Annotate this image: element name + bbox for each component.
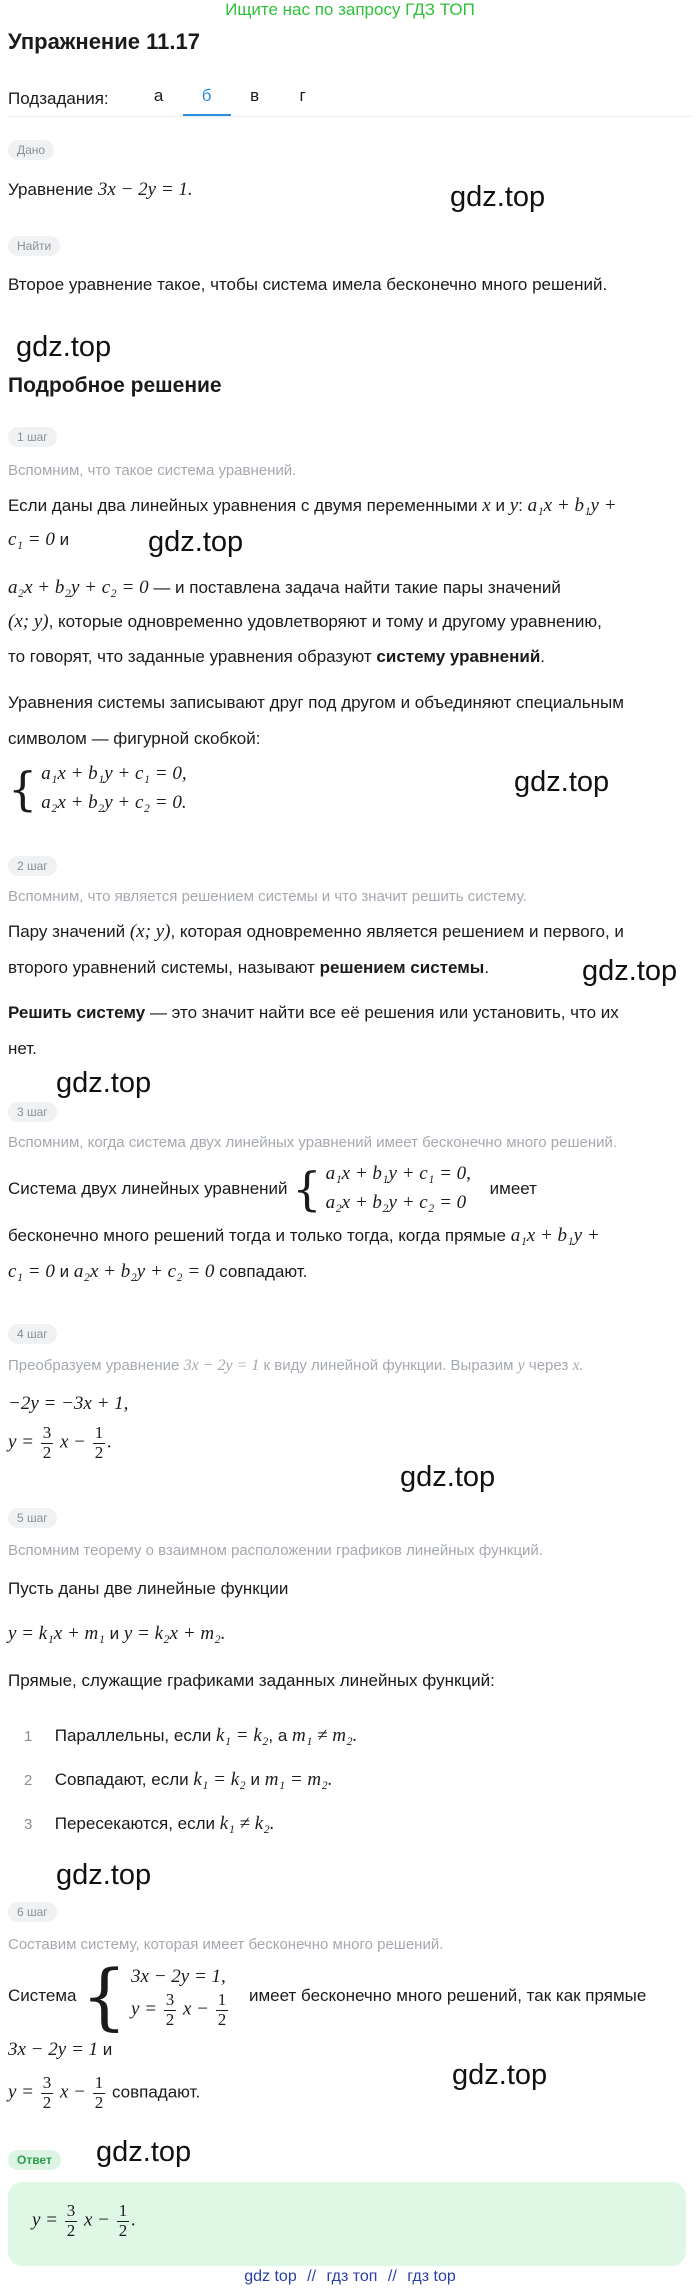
step-3-badge: 3 шаг xyxy=(8,1102,57,1122)
subtask-tabs xyxy=(8,82,327,116)
denominator: 2 xyxy=(42,2092,52,2112)
denominator: 2 xyxy=(118,2220,128,2240)
watermark: gdz.top xyxy=(582,955,678,987)
text: совпадают. xyxy=(111,2082,201,2102)
step-4-badge: 4 шаг xyxy=(8,1324,57,1344)
text: через xyxy=(528,1357,569,1374)
equation: 3x − 2y = 1, xyxy=(131,1965,226,1987)
fraction xyxy=(164,1991,177,2029)
step-4-hint xyxy=(8,1354,688,1378)
brace-icon: { xyxy=(292,1161,322,1216)
step-2-hint: Вспомним, что является решением системы и что значит решить систему. xyxy=(8,888,527,905)
math: y = xyxy=(8,1431,35,1453)
footer-separator: // xyxy=(387,2268,397,2285)
math: . xyxy=(107,1431,112,1453)
fraction xyxy=(93,2074,106,2112)
step-6-p2 xyxy=(8,2036,688,2065)
step-3-p3 xyxy=(8,1258,688,1287)
text: и xyxy=(495,496,505,515)
watermark: gdz.top xyxy=(56,1859,152,1891)
text: Параллельны, если xyxy=(54,1726,212,1745)
bold-text: Решить систему xyxy=(8,1003,146,1022)
footer-link[interactable]: гдз top xyxy=(407,2268,456,2285)
step-4-eq2 xyxy=(8,1424,688,1462)
text: — и поставлена задача найти такие пары значений xyxy=(153,578,561,597)
bold-text: систему уравнений xyxy=(376,647,541,666)
watermark: gdz.top xyxy=(148,526,244,558)
footer-separator: // xyxy=(307,2268,317,2285)
numerator: 3 xyxy=(165,1990,175,2010)
math: a₂x + b₂y + c₂ = 0 xyxy=(73,1261,215,1282)
step-1-hint: Вспомним, что такое система уравнений. xyxy=(8,462,297,479)
math: y = xyxy=(131,1998,158,2020)
step-2-p1 xyxy=(8,918,688,947)
step-1-p2-line3: то говорят, что заданные уравнения образуют систему уравнений. xyxy=(8,647,546,666)
step-3-p1 xyxy=(8,1160,688,1217)
math: x − xyxy=(183,1998,210,2020)
system-of-equations xyxy=(8,760,187,817)
watermark: gdz.top xyxy=(56,1067,152,1099)
math: (x; y) xyxy=(129,921,171,942)
equation: y = k₁x + m₁ xyxy=(8,1623,105,1644)
numerator: 3 xyxy=(42,1423,52,1442)
top-banner[interactable]: Ищите нас по запросу ГДЗ ТОП xyxy=(225,0,475,19)
text: и xyxy=(59,1262,70,1281)
step-1-p1-cont xyxy=(8,526,688,555)
text: имеет бесконечно много решений, так как прямые xyxy=(248,1986,647,2006)
tab-g[interactable]: г xyxy=(299,86,306,105)
find-badge: Найти xyxy=(8,236,60,256)
math: m₁ ≠ m₂. xyxy=(292,1725,358,1746)
denominator: 2 xyxy=(94,2092,104,2112)
tab-v[interactable]: в xyxy=(250,86,260,105)
step-6-p3 xyxy=(8,2074,688,2112)
step-6-hint: Составим систему, которая имеет бесконечно много решений. xyxy=(8,1936,444,1953)
answer-badge: Ответ xyxy=(8,2150,61,2170)
given-label-text: Уравнение xyxy=(8,180,94,199)
text: то говорят, что заданные уравнения образуют xyxy=(8,647,372,666)
text: — это значит найти все её решения или установить, что их xyxy=(149,1003,619,1022)
math: y = xyxy=(8,2081,35,2103)
math: x xyxy=(482,495,491,516)
step-6-p1 xyxy=(8,1954,688,2038)
given-badge: Дано xyxy=(8,140,54,160)
math: y xyxy=(509,495,519,516)
numerator: 1 xyxy=(217,1990,227,2010)
text: к виду линейной функции. Выразим xyxy=(263,1357,514,1374)
answer-box xyxy=(8,2182,686,2266)
denominator: 2 xyxy=(42,1442,52,1462)
step-1-p2 xyxy=(8,574,688,603)
step-5-p2: Прямые, служащие графиками заданных линейных функций: xyxy=(8,1671,495,1690)
math: 3x − 2y = 1 xyxy=(8,2039,99,2060)
system-of-equations xyxy=(81,1954,230,2038)
fraction xyxy=(65,2202,78,2240)
watermark: gdz.top xyxy=(514,766,610,798)
subtasks-label: Подзадания: xyxy=(8,89,109,109)
equation xyxy=(131,1991,230,2029)
math: y = xyxy=(32,2209,59,2231)
equation: a₁x + b₁y + c₁ = 0, xyxy=(41,763,187,784)
math: a₂x + b₂y + c₂ = 0 xyxy=(8,577,149,598)
numerator: 1 xyxy=(94,2073,104,2092)
step-5-hint: Вспомним теорему о взаимном расположении графиков линейных функций. xyxy=(8,1542,543,1559)
solution-heading: Подробное решение xyxy=(8,374,222,397)
math: x. xyxy=(572,1357,584,1374)
list-number: 3 xyxy=(24,1816,33,1833)
tab-a[interactable]: а xyxy=(153,86,164,105)
text: Система xyxy=(8,1986,77,2006)
equation: a₂x + b₂y + c₂ = 0 xyxy=(325,1191,467,1213)
text: и xyxy=(59,530,70,549)
text: Система двух линейных уравнений xyxy=(8,1178,288,1198)
equation: y = k₂x + m₂. xyxy=(123,1623,226,1644)
bold-text: решением системы xyxy=(319,958,485,977)
step-1-p2-line2 xyxy=(8,608,688,637)
step-1-system xyxy=(8,760,688,817)
numerator: 1 xyxy=(94,1423,104,1442)
tabs-divider xyxy=(8,116,692,117)
math: . xyxy=(131,2209,136,2231)
system-of-equations xyxy=(292,1160,471,1217)
find-text: Второе уравнение такое, чтобы система имела бесконечно много решений. xyxy=(8,275,608,294)
math: a₁x + b₁y + xyxy=(527,495,617,516)
step-1-p3: Уравнения системы записывают друг под другом и объединяют специальным xyxy=(8,693,624,712)
text: Совпадают, если xyxy=(54,1770,189,1789)
step-2-p2-line2: нет. xyxy=(8,1039,37,1058)
math: x − xyxy=(83,2209,110,2231)
text: и xyxy=(109,1624,120,1643)
numerator: 3 xyxy=(66,2201,76,2220)
denominator: 2 xyxy=(66,2220,76,2240)
watermark: gdz.top xyxy=(96,2136,192,2168)
math: y xyxy=(517,1357,525,1374)
list-item xyxy=(24,1810,684,1839)
text: Пару значений xyxy=(8,922,126,941)
footer-links xyxy=(0,2265,700,2289)
math: k₁ = k₂ xyxy=(193,1769,246,1790)
text: , которая одновременно является решением и первого, и xyxy=(170,922,624,941)
math: m₁ = m₂. xyxy=(264,1769,333,1790)
text: Если даны два линейных уравнения с двумя переменными xyxy=(8,496,478,515)
step-2-p1-line2: второго уравнений системы, называют решением системы. xyxy=(8,958,490,977)
text: , а xyxy=(268,1726,288,1745)
text: и xyxy=(102,2040,113,2059)
denominator: 2 xyxy=(94,1442,104,1462)
step-5-badge: 5 шаг xyxy=(8,1508,57,1528)
step-5-p1: Пусть даны две линейные функции xyxy=(8,1579,289,1598)
step-3-p2 xyxy=(8,1222,688,1251)
equation: a₁x + b₁y + c₁ = 0, xyxy=(325,1163,471,1184)
math: k₁ ≠ k₂. xyxy=(219,1813,275,1834)
numerator: 1 xyxy=(118,2201,128,2220)
text: второго уравнений системы, называют xyxy=(8,958,315,977)
watermark: gdz.top xyxy=(400,1461,496,1493)
watermark: gdz.top xyxy=(16,331,112,363)
step-2-badge: 2 шаг xyxy=(8,856,57,876)
step-3-hint: Вспомним, когда система двух линейных уравнений имеет бесконечно много решений. xyxy=(8,1134,618,1151)
tab-b[interactable]: б xyxy=(183,82,231,116)
list-item xyxy=(24,1722,684,1751)
footer-link[interactable]: гдз топ xyxy=(326,2268,378,2285)
math: x − xyxy=(59,1431,86,1453)
text: Пересекаются, если xyxy=(54,1814,216,1833)
brace-icon: { xyxy=(8,761,38,816)
math: c₁ = 0 xyxy=(8,1261,55,1282)
given-text xyxy=(8,176,688,205)
fraction xyxy=(41,1424,54,1462)
answer-equation xyxy=(32,2202,136,2240)
equation: a₂x + b₂y + c₂ = 0. xyxy=(41,791,187,813)
list-number: 2 xyxy=(24,1772,33,1789)
math: k₁ = k₂ xyxy=(215,1725,269,1746)
math: x − xyxy=(59,2081,86,2103)
watermark: gdz.top xyxy=(452,2059,548,2091)
given-equation: 3x − 2y = 1. xyxy=(97,179,193,200)
equation: −2y = −3x + 1, xyxy=(8,1393,129,1414)
denominator: 2 xyxy=(217,2009,227,2029)
brace-icon: { xyxy=(81,1954,128,2038)
list-item xyxy=(24,1766,684,1795)
text: и xyxy=(250,1770,261,1789)
fraction xyxy=(216,1991,229,2029)
page-title: Упражнение 11.17 xyxy=(8,29,200,54)
step-2-p2 xyxy=(8,1000,688,1026)
step-4-eq1 xyxy=(8,1390,688,1419)
footer-link[interactable]: gdz top xyxy=(244,2268,297,2285)
fraction xyxy=(117,2202,130,2240)
step-1-p3-line2: символом — фигурной скобкой: xyxy=(8,729,261,748)
fraction xyxy=(93,1424,106,1462)
text: совпадают. xyxy=(219,1262,308,1281)
step-1-badge: 1 шаг xyxy=(8,427,57,447)
numerator: 3 xyxy=(42,2073,52,2092)
text: имеет xyxy=(489,1178,537,1198)
math: a₁x + b₁y + xyxy=(510,1225,600,1246)
step-1-p1: Если даны два линейных уравнения с двумя переменными x и y: a₁x + b₁y + xyxy=(8,495,617,516)
fraction xyxy=(41,2074,54,2112)
text: Преобразуем уравнение xyxy=(8,1357,180,1374)
step-6-badge: 6 шаг xyxy=(8,1902,57,1922)
watermark: gdz.top xyxy=(450,181,546,213)
math: (x; y) xyxy=(8,611,49,632)
math: c₁ = 0 xyxy=(8,529,55,550)
step-5-functions xyxy=(8,1620,688,1649)
denominator: 2 xyxy=(165,2009,175,2029)
text: бесконечно много решений тогда и только тогда, когда прямые xyxy=(8,1226,506,1245)
list-number: 1 xyxy=(24,1728,33,1745)
text: , которые одновременно удовлетворяют и тому и другому уравнению, xyxy=(48,612,602,631)
math: 3x − 2y = 1 xyxy=(183,1357,260,1374)
